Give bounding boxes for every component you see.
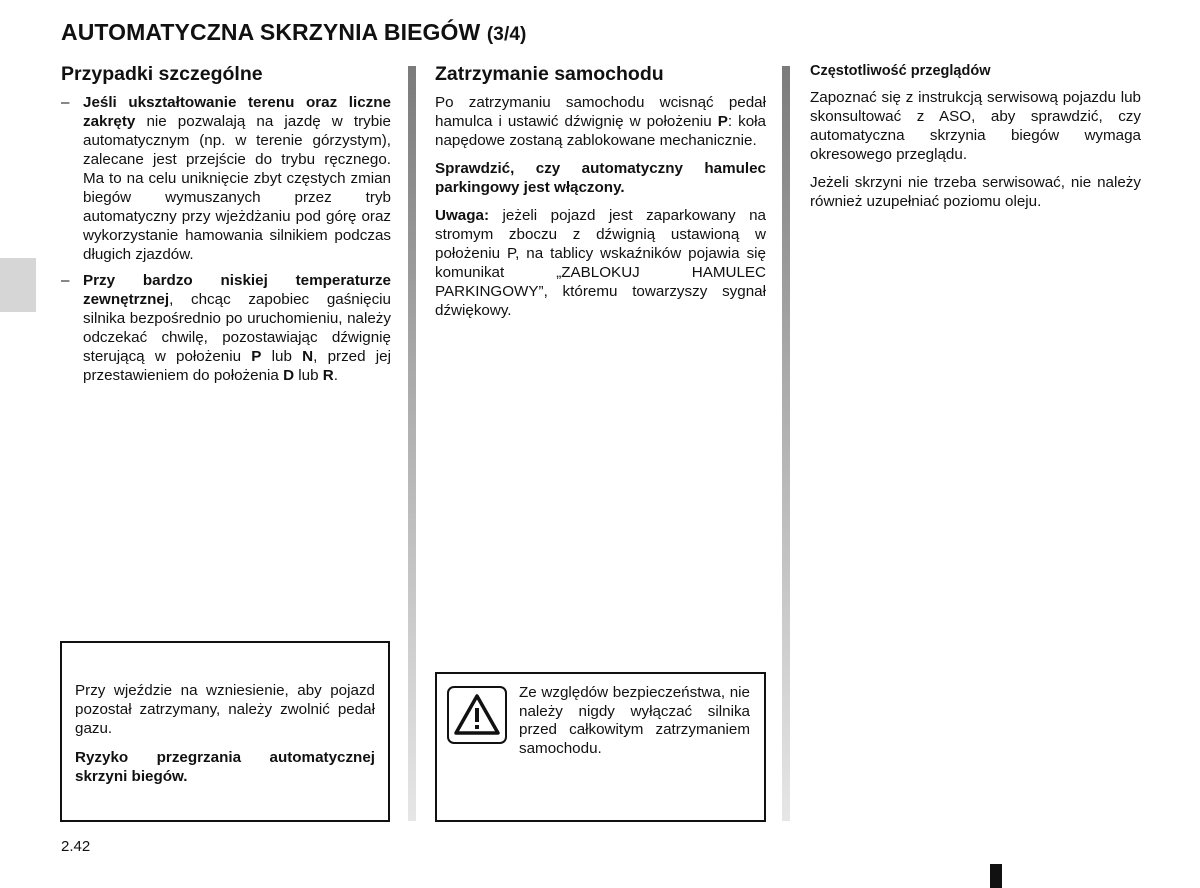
column-divider-right (782, 66, 790, 821)
list-item-text: lub (294, 367, 323, 384)
list-item-bold: Jeśli ukształtowanie terenu oraz liczne zakręty (83, 94, 391, 130)
paragraph-service: Zapoznać się z instrukcją serwisową pojazdu lub skonsultować z ASO, aby sprawdzić, czy automatyczna skrzynia biegów wymaga okresowego przeglądu. (810, 89, 1141, 163)
list-item (61, 271, 391, 385)
gear-position-p: P (251, 348, 262, 365)
warning-triangle-graphic (449, 688, 505, 742)
list-item-text: . (333, 367, 338, 384)
paragraph-text: Po zatrzymaniu samochodu wcisnąć pedał hamulca i ustawić dźwignię w położeniu (435, 94, 766, 130)
notice-bold: Ryzyko przegrzania automatycznej skrzyni biegów. (75, 749, 375, 785)
page-title-main: AUTOMATYCZNA SKRZYNIA BIEGÓW (61, 19, 481, 45)
paragraph-oil: Jeżeli skrzyni nie trzeba serwisować, nie należy również uzupełniać poziomu oleju. (810, 174, 1141, 210)
list-item-text: , chcąc zapobiec gaśnięciu silnika bezpośrednio po uruchomieniu, należy odczekać chwilę, pozostawiając dźwignię sterującą w położeniu (83, 291, 391, 365)
notice-text: Przy wjeździe na wzniesienie, aby pojazd pozostał zatrzymany, należy zwolnić pedał gazu. (75, 682, 375, 737)
gear-position-r: R (322, 367, 334, 384)
paragraph-stopping (435, 93, 766, 150)
paragraph-bold: Sprawdzić, czy automatyczny hamulec parkingowy jest włączony. (435, 160, 766, 196)
list-dash: – (61, 94, 70, 111)
page-edge-marker (990, 864, 1002, 888)
section-heading-service: Częstotliwość przeglądów (810, 63, 991, 79)
list-item-text: nie pozwalają na jazdę w trybie automatycznym (np. w terenie górzystym), zalecane jest przejście do trybu ręcznego. Ma to na celu uniknięcie zbyt częstych zmian biegów wymuszanych przez tryb automatyczny przy wjeżdżaniu pod górę oraz wykorzystanie hamowania silnikiem podczas długich zjazdów. (83, 113, 391, 263)
warning-text-block (519, 684, 750, 758)
list-dash: – (61, 272, 70, 289)
notice-bold-text (75, 748, 375, 786)
warning-triangle-icon (447, 686, 507, 744)
gear-position-p: P (717, 113, 728, 130)
warning-box (435, 672, 766, 822)
list-item-bold: Przy bardzo niskiej temperaturze zewnętrznej (83, 272, 391, 308)
paragraph-note (435, 206, 766, 320)
section-tab-marker (0, 258, 36, 312)
warning-text: Ze względów bezpieczeństwa, nie należy nigdy wyłączać silnika przed całkowitym zatrzymaniem samochodu. (519, 684, 750, 757)
page-number: 2.42 (61, 838, 91, 855)
section-heading-special-cases: Przypadki szczególne (61, 63, 263, 85)
gear-position-d: D (283, 367, 295, 384)
column-special-cases (61, 62, 391, 392)
list-item-text: lub (261, 348, 303, 365)
page-title (61, 19, 526, 46)
paragraph-check-brake (435, 159, 766, 197)
list-item (61, 93, 391, 264)
column-service-frequency (810, 62, 1141, 220)
note-text: jeżeli pojazd jest zaparkowany na stromym zboczu z dźwignią ustawioną w położeniu P, na tablicy wskaźników pojawia się komunikat „ZABLOKUJ HAMULEC PARKINGOWY”, któremu towarzyszy sygnał dźwiękowy. (435, 207, 766, 319)
paragraph-text: : koła napędowe zostaną zablokowane mechanicznie. (435, 113, 766, 149)
gear-position-n: N (302, 348, 314, 365)
page-title-part: (3/4) (486, 24, 527, 45)
notice-box-incline (60, 641, 390, 822)
section-heading-stopping: Zatrzymanie samochodu (435, 63, 664, 85)
note-label: Uwaga: (435, 207, 490, 224)
column-stopping-car (435, 62, 766, 329)
list-item-text: , przed jej przestawieniem do położenia (83, 348, 391, 384)
column-divider-left (408, 66, 416, 821)
